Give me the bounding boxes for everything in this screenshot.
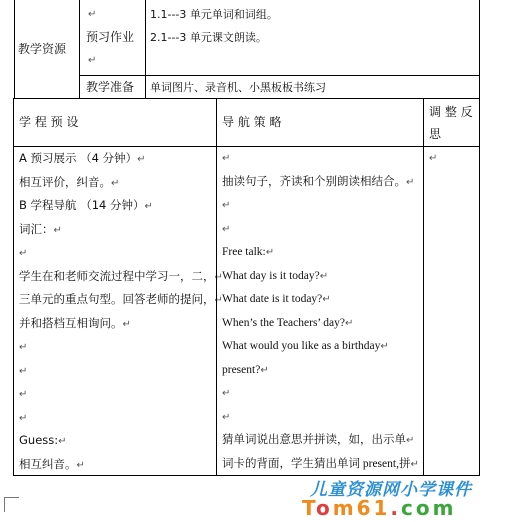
paragraph-mark: ↵ <box>406 435 415 446</box>
left-column-line <box>19 241 223 265</box>
resources-label-cell <box>14 0 80 99</box>
middle-column-line <box>222 194 419 218</box>
left-column-line <box>19 265 223 289</box>
left-column-line <box>19 359 223 383</box>
left-column-line <box>19 312 223 336</box>
body-middle-cell <box>216 146 424 476</box>
paragraph-mark: ↵ <box>222 223 231 235</box>
middle-column-text: What would you like as a birthday <box>222 340 381 352</box>
paragraph-mark: ↵ <box>429 153 438 164</box>
middle-column-text: 抽读句子，齐读和个别朗读相结合。 <box>222 175 406 188</box>
paragraph-mark: ↵ <box>19 365 28 377</box>
preview-label-cell <box>79 0 146 76</box>
paragraph-mark: ↵ <box>144 201 153 212</box>
paragraph-mark: ↵ <box>319 270 329 282</box>
left-column-line <box>19 194 223 218</box>
paragraph-mark: ↵ <box>214 295 223 306</box>
watermark-title: 儿童资源网小学课件 <box>310 480 472 500</box>
header-left: 学 程 预 设 <box>19 115 79 129</box>
left-column-text: 并和搭档互相询问。 <box>19 315 123 330</box>
resources-label: 教学资源 <box>18 42 67 56</box>
left-column-text: 词汇： <box>19 221 54 236</box>
header-left-cell <box>13 98 217 147</box>
middle-column-text: What day is it today? <box>222 269 320 282</box>
left-column-line <box>19 382 223 406</box>
middle-column-text: 猜单词说出意思并拼读，如，出示单 <box>222 434 406 446</box>
paragraph-mark: ↵ <box>380 341 389 352</box>
left-column-lines <box>19 147 223 476</box>
prep-label: 教学准备 <box>86 80 135 94</box>
left-column-text: A 预习展示 （4 分钟） <box>19 151 138 165</box>
middle-column-text: When’s the Teachers’ day? <box>222 316 345 329</box>
paragraph-mark: ↵ <box>222 411 231 423</box>
paragraph-mark: ↵ <box>222 153 231 164</box>
middle-column-text: 词卡的背面，学生猜出单词 present,拼 <box>222 457 411 470</box>
left-column-line <box>19 218 223 242</box>
left-column-line <box>19 288 223 312</box>
preview-items-cell <box>145 0 480 76</box>
paragraph-mark: ↵ <box>88 55 97 66</box>
middle-column-line <box>222 335 419 359</box>
header-right: 调 整 反 思 <box>429 105 473 141</box>
left-column-line <box>19 335 223 359</box>
preview-label: 预习作业 <box>86 30 135 44</box>
paragraph-mark: ↵ <box>88 9 97 20</box>
middle-column-line <box>222 241 419 265</box>
middle-column-line <box>222 218 419 242</box>
paragraph-mark: ↵ <box>19 389 28 400</box>
left-column-text: 三单元的重点句型。回答老师的提问， <box>19 292 215 306</box>
paragraph-mark: ↵ <box>222 200 231 211</box>
middle-column-line <box>222 359 419 383</box>
left-column-text: Guess: <box>19 433 59 447</box>
watermark-part: com <box>401 496 457 520</box>
middle-column-lines <box>222 147 419 476</box>
paragraph-mark: ↵ <box>53 224 62 236</box>
paragraph-mark: ↵ <box>265 247 275 258</box>
header-middle: 导 航 策 略 <box>222 115 282 129</box>
paragraph-mark: ↵ <box>111 177 120 189</box>
left-column-line <box>19 453 223 477</box>
watermark-part: m61 <box>332 496 391 520</box>
page-corner-mark <box>4 497 19 512</box>
header-middle-cell <box>216 98 424 147</box>
prep-value: 单词图片、录音机、小黑板板书练习 <box>150 81 326 94</box>
middle-column-line <box>222 147 419 171</box>
left-column-line <box>19 147 223 171</box>
middle-column-line <box>222 429 419 453</box>
middle-column-text: What date is it today? <box>222 293 323 305</box>
prep-label-cell <box>79 75 146 99</box>
preview-item-1: 1.1---3 单元单词和词组。 <box>150 8 278 21</box>
middle-column-line <box>222 453 419 477</box>
watermark-part: o <box>316 496 333 520</box>
paragraph-mark: ↵ <box>410 458 419 470</box>
prep-value-cell <box>145 75 480 99</box>
middle-column-line <box>222 265 419 289</box>
watermark-part: . <box>390 496 402 520</box>
header-right-cell <box>423 98 480 147</box>
paragraph-mark: ↵ <box>19 412 28 424</box>
paragraph-mark: ↵ <box>322 294 331 305</box>
paragraph-mark: ↵ <box>137 154 146 165</box>
middle-column-line <box>222 382 419 406</box>
paragraph-mark: ↵ <box>260 364 269 376</box>
watermark-logo <box>302 496 456 520</box>
left-column-text: B 学程导航 （14 分钟） <box>19 198 145 212</box>
middle-column-line <box>222 312 419 336</box>
paragraph-mark: ↵ <box>19 342 28 353</box>
body-left-cell <box>13 146 223 476</box>
watermark-part: T <box>302 496 316 520</box>
paragraph-mark: ↵ <box>222 388 231 399</box>
paragraph-mark: ↵ <box>214 271 223 283</box>
middle-column-text: Free talk: <box>222 246 266 258</box>
paragraph-mark: ↵ <box>344 317 354 329</box>
paragraph-mark: ↵ <box>19 248 28 259</box>
left-column-text: 相互评价，纠音。 <box>19 174 111 189</box>
preview-item-2: 2.1---3 单元课文朗读。 <box>150 31 267 44</box>
paragraph-mark: ↵ <box>76 459 85 471</box>
middle-column-line <box>222 171 419 195</box>
left-column-text: 相互纠音。 <box>19 456 77 471</box>
left-column-line <box>19 429 223 453</box>
body-right-cell <box>423 146 480 476</box>
paragraph-mark: ↵ <box>58 436 67 447</box>
middle-column-text: present? <box>222 363 261 376</box>
middle-column-line <box>222 288 419 312</box>
paragraph-mark: ↵ <box>122 318 131 330</box>
paragraph-mark: ↵ <box>406 176 415 188</box>
middle-column-line <box>222 406 419 430</box>
left-column-line <box>19 171 223 195</box>
left-column-line <box>19 406 223 430</box>
left-column-text: 学生在和老师交流过程中学习一，二， <box>19 268 215 283</box>
